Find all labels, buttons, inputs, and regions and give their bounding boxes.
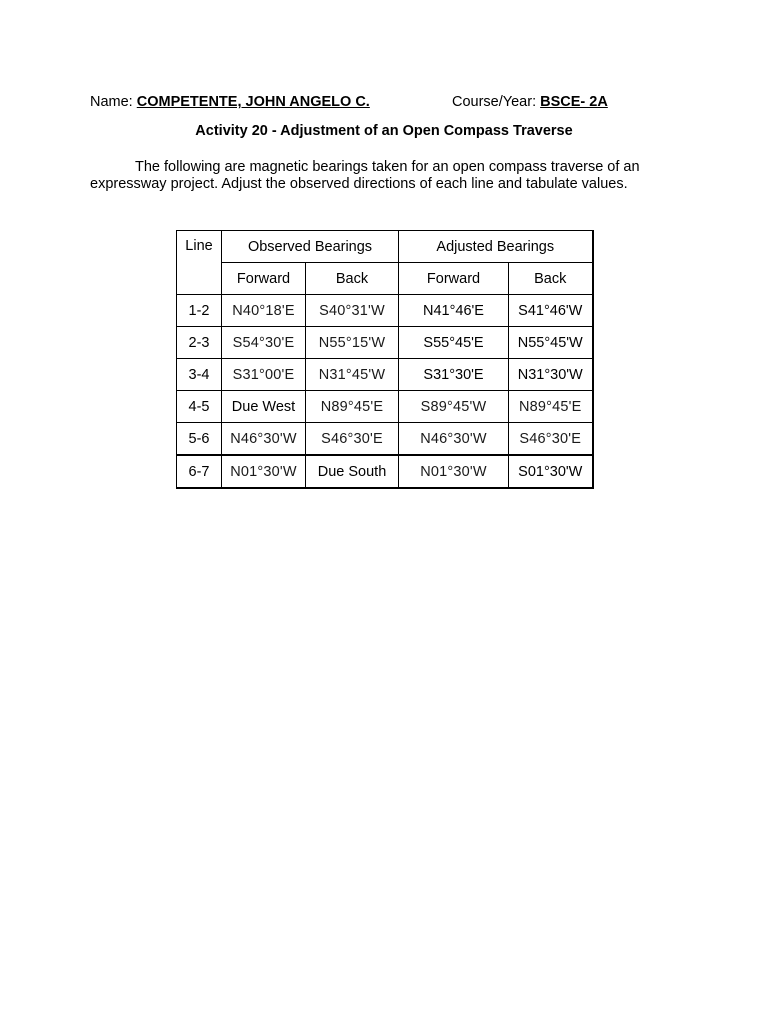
- table-header-row: [177, 231, 593, 263]
- cell-adjusted-forward: N46°30'W: [399, 423, 509, 456]
- name-value: COMPETENTE, JOHN ANGELO C.: [136, 94, 370, 110]
- cell-observed-forward: S54°30'E: [222, 327, 306, 359]
- cell-observed-forward: Due West: [222, 391, 306, 423]
- cell-observed-back: S46°30'E: [306, 423, 399, 456]
- cell-adjusted-forward: S31°30'E: [399, 359, 509, 391]
- table-row: [177, 455, 593, 488]
- cell-observed-back: N31°45'W: [306, 359, 399, 391]
- cell-adjusted-back: S46°30'E: [509, 423, 593, 456]
- cell-line: 6-7: [177, 455, 222, 488]
- cell-observed-back: N89°45'E: [306, 391, 399, 423]
- table-row: [177, 391, 593, 423]
- course-year: [452, 93, 608, 111]
- cell-adjusted-back: N31°30'W: [509, 359, 593, 391]
- table-row: [177, 327, 593, 359]
- cell-observed-forward: N40°18'E: [222, 295, 306, 327]
- table-row: [177, 423, 593, 456]
- group-header-observed: Observed Bearings: [222, 231, 399, 263]
- cell-line: 4-5: [177, 391, 222, 423]
- column-header-adjusted-forward: Forward: [399, 263, 509, 295]
- cell-observed-back: S40°31'W: [306, 295, 399, 327]
- name-label: Name:: [90, 94, 137, 110]
- cell-line: 5-6: [177, 423, 222, 456]
- column-header-adjusted-back: Back: [509, 263, 593, 295]
- cell-adjusted-forward: N41°46'E: [399, 295, 509, 327]
- cell-adjusted-forward: N01°30'W: [399, 455, 509, 488]
- course-value: BSCE- 2A: [540, 94, 608, 110]
- cell-adjusted-back: N89°45'E: [509, 391, 593, 423]
- cell-line: 1-2: [177, 295, 222, 327]
- cell-observed-forward: N46°30'W: [222, 423, 306, 456]
- course-label: Course/Year:: [452, 94, 541, 110]
- column-header-line: Line: [177, 231, 222, 295]
- cell-observed-forward: S31°00'E: [222, 359, 306, 391]
- cell-line: 3-4: [177, 359, 222, 391]
- cell-adjusted-back: S41°46'W: [509, 295, 593, 327]
- column-header-observed-back: Back: [306, 263, 399, 295]
- table-row: [177, 359, 593, 391]
- table-subheader-row: [177, 263, 593, 295]
- cell-adjusted-forward: S55°45'E: [399, 327, 509, 359]
- group-header-adjusted: Adjusted Bearings: [399, 231, 593, 263]
- instructions-paragraph: The following are magnetic bearings taken for an open compass traverse of an expressway project. Adjust the observed directions of each line and tabulate values.: [90, 159, 640, 192]
- cell-adjusted-back: N55°45'W: [509, 327, 593, 359]
- cell-adjusted-forward: S89°45'W: [399, 391, 509, 423]
- column-header-observed-forward: Forward: [222, 263, 306, 295]
- cell-adjusted-back: S01°30'W: [509, 455, 593, 488]
- cell-observed-forward: N01°30'W: [222, 455, 306, 488]
- bearings-table: [176, 230, 594, 489]
- table-row: [177, 295, 593, 327]
- header-line: [90, 93, 690, 111]
- cell-observed-back: N55°15'W: [306, 327, 399, 359]
- cell-observed-back: Due South: [306, 455, 399, 488]
- activity-title: Activity 20 - Adjustment of an Open Compass Traverse: [195, 123, 573, 139]
- cell-line: 2-3: [177, 327, 222, 359]
